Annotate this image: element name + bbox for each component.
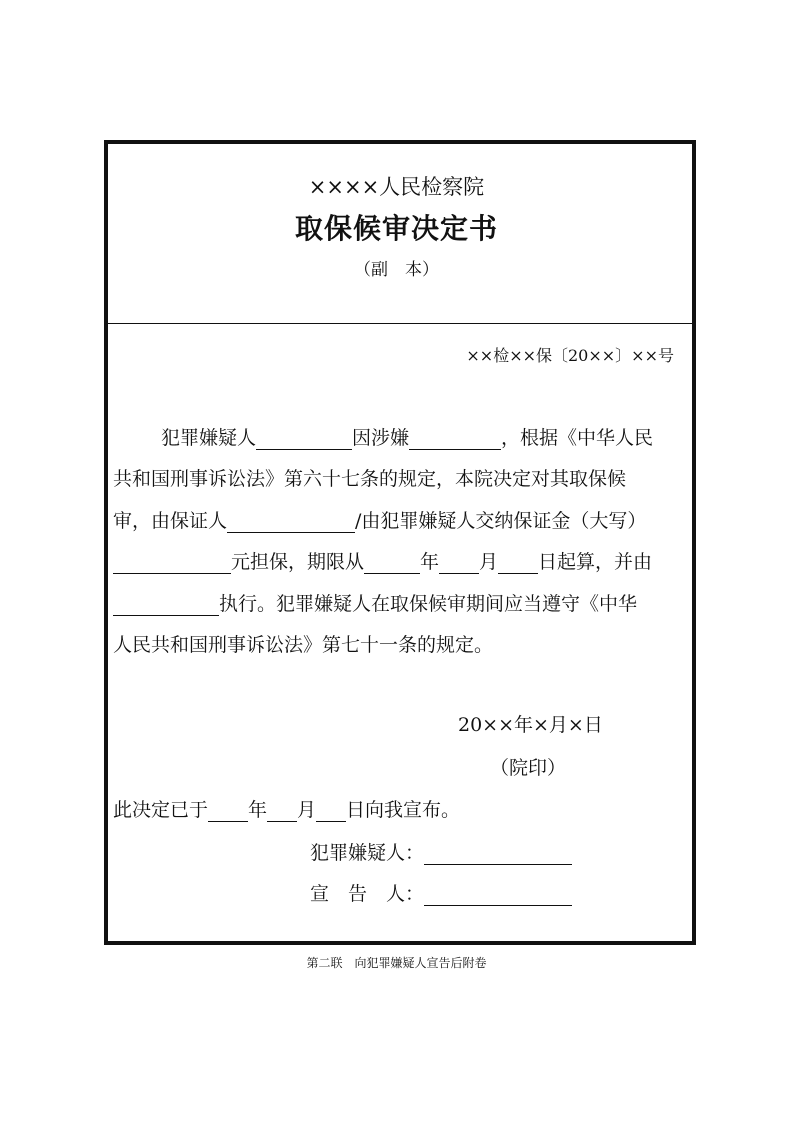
body-line-1 [161,426,653,450]
suspect-label: 犯罪嫌疑人 [161,427,257,449]
suspect-signature-row [310,841,572,865]
execution-text: 执行。犯罪嫌疑人在取保候审期间应当遵守《中华 [219,593,638,615]
body-line-5 [113,592,637,616]
announcement-line [113,798,460,822]
announce-month-blank[interactable] [267,801,297,822]
announcer-signature-label: 宣 告 人： [310,883,425,905]
according-to-text: ，根据《中华人民 [501,427,654,449]
bail-deposit-text: /由犯罪嫌疑人交纳保证金（大写） [355,510,647,532]
suspect-name-blank[interactable] [256,429,352,450]
start-year-blank[interactable] [364,553,420,574]
org-name: ××××人民检察院 [308,175,485,199]
start-month-blank[interactable] [439,553,479,574]
bail-amount-blank[interactable] [113,553,231,574]
guarantee-period-text: 元担保，期限从 [231,551,365,573]
announced-on-label: 此决定已于 [113,799,209,821]
body-line-3 [113,509,646,533]
guarantor-blank[interactable] [227,512,355,533]
day-start-text: 日起算，并由 [538,551,653,573]
executing-agency-blank[interactable] [113,595,219,616]
announcer-signature-row [310,882,572,906]
doc-title: 取保候审决定书 [294,212,498,245]
body-line-2: 共和国刑事诉讼法》第六十七条的规定，本院决定对其取保候 [113,468,627,490]
announcer-signature-blank[interactable] [424,885,572,906]
announce-year-blank[interactable] [208,801,248,822]
decision-date: 20××年×月×日 [458,714,603,736]
court-seal-label: （院印） [490,757,567,779]
month-label: 月 [479,551,499,573]
announce-to-me-text: 日向我宣布。 [346,799,461,821]
suspect-signature-label: 犯罪嫌疑人： [310,842,425,864]
announce-year-label: 年 [248,799,268,821]
start-day-blank[interactable] [498,553,538,574]
suspect-signature-blank[interactable] [424,844,572,865]
announce-day-blank[interactable] [316,801,346,822]
copy-label: （副 本） [354,260,439,280]
announce-month-label: 月 [297,799,317,821]
footer-note: 第二联 向犯罪嫌疑人宣告后附卷 [306,956,487,970]
doc-number: ××检××保〔20××〕××号 [466,346,674,365]
body-line-6: 人民共和国刑事诉讼法》第七十一条的规定。 [113,634,494,656]
body-line-4 [113,550,652,574]
suspected-of-label: 因涉嫌 [352,427,410,449]
guarantor-label: 审，由保证人 [113,510,228,532]
year-label: 年 [420,551,440,573]
header-divider [107,323,693,324]
charge-blank[interactable] [409,429,501,450]
